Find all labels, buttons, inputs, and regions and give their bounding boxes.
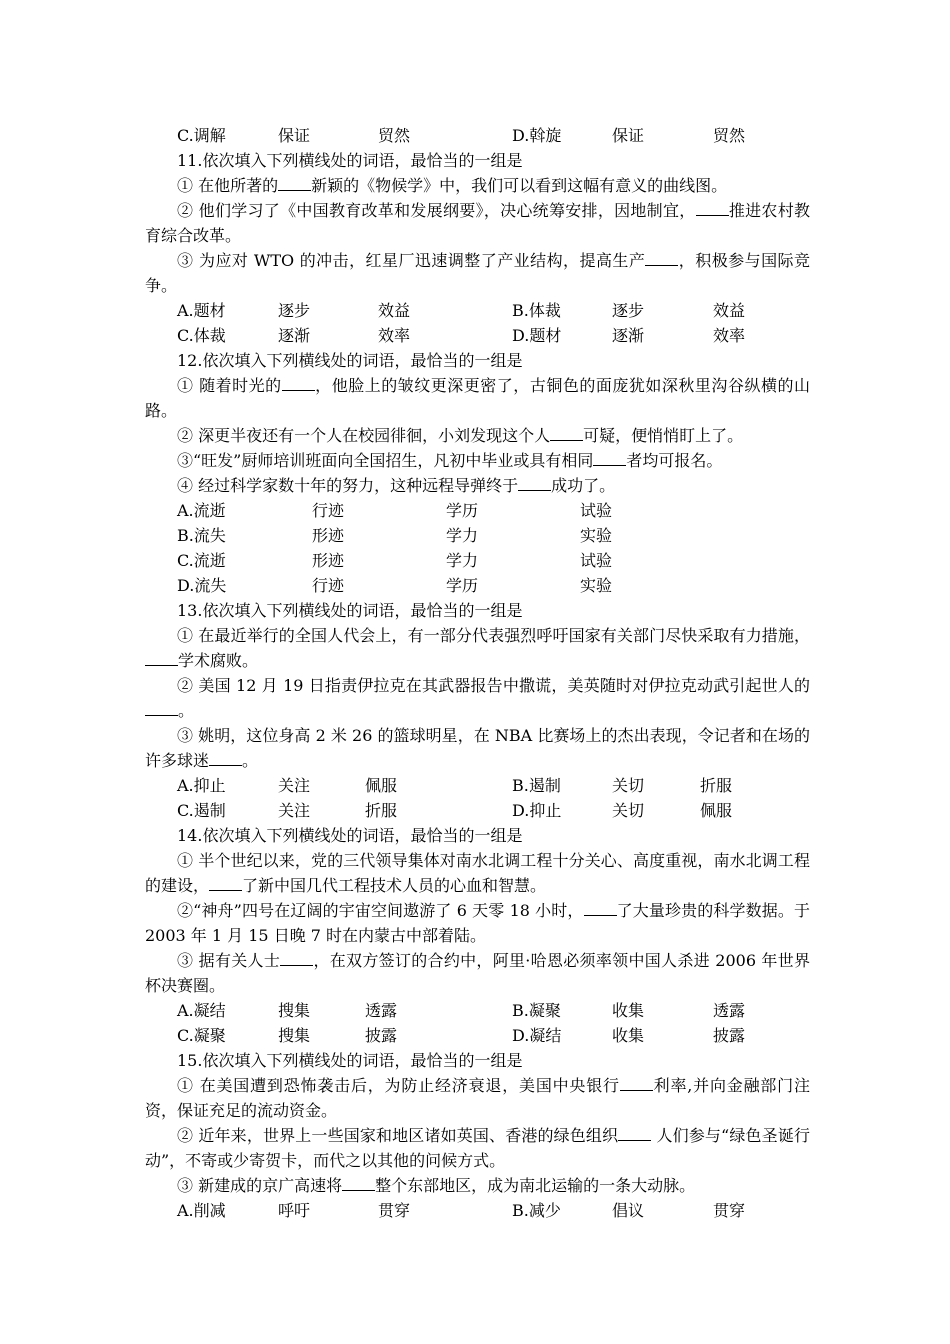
option-row: [145, 998, 810, 1023]
option-word: 透露: [713, 1001, 746, 1020]
blank: [342, 1173, 375, 1191]
option-word: 学力: [446, 526, 479, 545]
q14-sentence-3: ③ 据有关人士 ，在双方签订的合约中，阿里·哈恩必须率领中国人杀进 2006 年世界杯决赛圈。: [145, 948, 810, 998]
option-a-label: A.凝结: [177, 1001, 226, 1020]
option-word: 逐渐: [612, 326, 645, 345]
option-b-label: B.流失: [177, 526, 226, 545]
option-word: 披露: [365, 1026, 398, 1045]
option-word: 效益: [713, 301, 746, 320]
option-word: 效率: [713, 326, 746, 345]
blank: [645, 248, 678, 266]
option-row: [145, 1023, 810, 1048]
option-word: 佩服: [700, 801, 733, 820]
option-word: 形迹: [312, 526, 345, 545]
option-row: [145, 573, 810, 598]
q13-sentence-3: ③ 姚明，这位身高 2 米 26 的篮球明星，在 NBA 比赛场上的杰出表现，令记者和在场的许多球迷 。: [145, 726, 810, 770]
option-a-label: A.题材: [177, 301, 226, 320]
option-c-label: C.体裁: [177, 326, 226, 345]
option-row: [145, 548, 810, 573]
q11-sentence-3: ③ 为应对 WTO 的冲击，红星厂迅速调整了产业结构，提高生产 ，积极参与国际竞争。: [145, 248, 810, 298]
blank: [550, 423, 583, 441]
option-word: 效率: [378, 326, 411, 345]
option-word: 学力: [446, 551, 479, 570]
blank: [145, 698, 178, 716]
option-c-label: C.凝聚: [177, 1026, 226, 1045]
option-word: 搜集: [278, 1001, 311, 1020]
option-a-label: A.流逝: [177, 501, 226, 520]
blank: [282, 373, 315, 391]
question-15-title: 15.依次填入下列横线处的词语，最恰当的一组是: [177, 1051, 523, 1070]
option-d-label: D.凝结: [512, 1026, 562, 1045]
option-row: [145, 1198, 810, 1223]
option-word: 贸然: [713, 126, 746, 145]
option-a-label: A.削减: [177, 1201, 226, 1220]
option-word: 试验: [580, 501, 613, 520]
option-row: [145, 798, 810, 823]
option-word: 搜集: [278, 1026, 311, 1045]
option-word: 保证: [612, 126, 645, 145]
option-c-label: C.调解: [177, 126, 226, 145]
option-word: 逐渐: [278, 326, 311, 345]
option-row: [145, 323, 810, 348]
question-11-title: 11.依次填入下列横线处的词语，最恰当的一组是: [177, 151, 523, 170]
option-c-label: C.遏制: [177, 801, 226, 820]
option-word: 保证: [278, 126, 311, 145]
q11-sentence-1: ① 在他所著的 新颖的《物候学》中，我们可以看到这幅有意义的曲线图。: [145, 173, 810, 198]
option-b-label: B.遏制: [512, 776, 561, 795]
document-page: [145, 123, 810, 1223]
option-word: 实验: [580, 576, 613, 595]
option-d-label: D.抑止: [512, 801, 562, 820]
option-word: 逐步: [278, 301, 311, 320]
q11-sentence-2: ② 他们学习了《中国教育改革和发展纲要》，决心统筹安排，因地制宜， 推进农村教育综合改革。: [145, 198, 810, 248]
option-b-label: B.凝聚: [512, 1001, 561, 1020]
option-word: 贯穿: [378, 1201, 411, 1220]
option-row: [145, 498, 810, 523]
q12-sentence-4: ④ 经过科学家数十年的努力，这种远程导弹终于 成功了。: [145, 473, 810, 498]
option-word: 行迹: [312, 576, 345, 595]
option-word: 学历: [446, 501, 479, 520]
option-d-label: D.流失: [177, 576, 227, 595]
option-word: 试验: [580, 551, 613, 570]
option-d-label: D.斡旋: [512, 126, 562, 145]
option-word: 收集: [612, 1001, 645, 1020]
blank: [518, 473, 551, 491]
blank: [209, 748, 242, 766]
option-word: 学历: [446, 576, 479, 595]
option-word: 逐步: [612, 301, 645, 320]
option-row: [145, 298, 810, 323]
option-word: 折服: [700, 776, 733, 795]
q12-sentence-2: ② 深更半夜还有一个人在校园徘徊，小刘发现这个人 可疑，便悄悄盯上了。: [145, 423, 810, 448]
blank: [278, 173, 311, 191]
q12-sentence-1: ① 随着时光的 ，他脸上的皱纹更深更密了，古铜色的面庞犹如深秋里沟谷纵横的山路。: [145, 373, 810, 423]
option-word: 呼吁: [278, 1201, 311, 1220]
option-word: 效益: [378, 301, 411, 320]
option-row: [145, 523, 810, 548]
blank: [145, 648, 178, 666]
question-13-title: 13.依次填入下列横线处的词语，最恰当的一组是: [177, 601, 523, 620]
option-word: 关注: [278, 776, 311, 795]
blank: [209, 873, 242, 891]
option-word: 实验: [580, 526, 613, 545]
option-word: 倡议: [612, 1201, 645, 1220]
blank: [620, 1073, 653, 1091]
blank: [593, 448, 626, 466]
option-word: 形迹: [312, 551, 345, 570]
option-row: [145, 773, 810, 798]
option-b-label: B.减少: [512, 1201, 561, 1220]
q12-sentence-3: ③“旺发”厨师培训班面向全国招生，凡初中毕业或具有相同 者均可报名。: [145, 448, 810, 473]
question-14-title: 14.依次填入下列横线处的词语，最恰当的一组是: [177, 826, 523, 845]
option-row: [145, 123, 810, 148]
q15-sentence-2: ② 近年来，世界上一些国家和地区诸如英国、香港的绿色组织 人们参与“绿色圣诞行动”，不寄或少寄贺卡，而代之以其他的问候方式。: [145, 1123, 810, 1173]
q13-sentence-1: ① 在最近举行的全国人代会上，有一部分代表强烈呼吁国家有关部门尽快采取有力措施，学术腐败。: [145, 623, 810, 673]
blank: [584, 898, 617, 916]
option-word: 佩服: [365, 776, 398, 795]
blank: [618, 1123, 651, 1141]
option-word: 透露: [365, 1001, 398, 1020]
blank: [696, 198, 729, 216]
option-word: 收集: [612, 1026, 645, 1045]
q15-sentence-3: ③ 新建成的京广高速将 整个东部地区，成为南北运输的一条大动脉。: [145, 1173, 810, 1198]
option-d-label: D.题材: [512, 326, 562, 345]
option-word: 贯穿: [713, 1201, 746, 1220]
q15-sentence-1: ① 在美国遭到恐怖袭击后，为防止经济衰退，美国中央银行 利率,并向金融部门注资，保证充足的流动资金。: [145, 1073, 810, 1123]
option-a-label: A.抑止: [177, 776, 226, 795]
option-word: 关切: [612, 801, 645, 820]
option-word: 关切: [612, 776, 645, 795]
option-c-label: C.流逝: [177, 551, 226, 570]
option-b-label: B.体裁: [512, 301, 561, 320]
blank: [280, 948, 313, 966]
question-12-title: 12.依次填入下列横线处的词语，最恰当的一组是: [177, 351, 523, 370]
option-word: 披露: [713, 1026, 746, 1045]
option-word: 关注: [278, 801, 311, 820]
option-word: 折服: [365, 801, 398, 820]
q13-sentence-2: ② 美国 12 月 19 日指责伊拉克在其武器报告中撒谎，美英随时对伊拉克动武引起世人的。: [145, 673, 810, 723]
q14-sentence-1: ① 半个世纪以来，党的三代领导集体对南水北调工程十分关心、高度重视，南水北调工程的建设， 了新中国几代工程技术人员的心血和智慧。: [145, 851, 810, 895]
q14-sentence-2: ②“神舟”四号在辽阔的宇宙空间遨游了 6 天零 18 小时， 了大量珍贵的科学数据。于 2003 年 1 月 15 日晚 7 时在内蒙古中部着陆。: [145, 898, 810, 948]
option-word: 行迹: [312, 501, 345, 520]
option-word: 贸然: [378, 126, 411, 145]
